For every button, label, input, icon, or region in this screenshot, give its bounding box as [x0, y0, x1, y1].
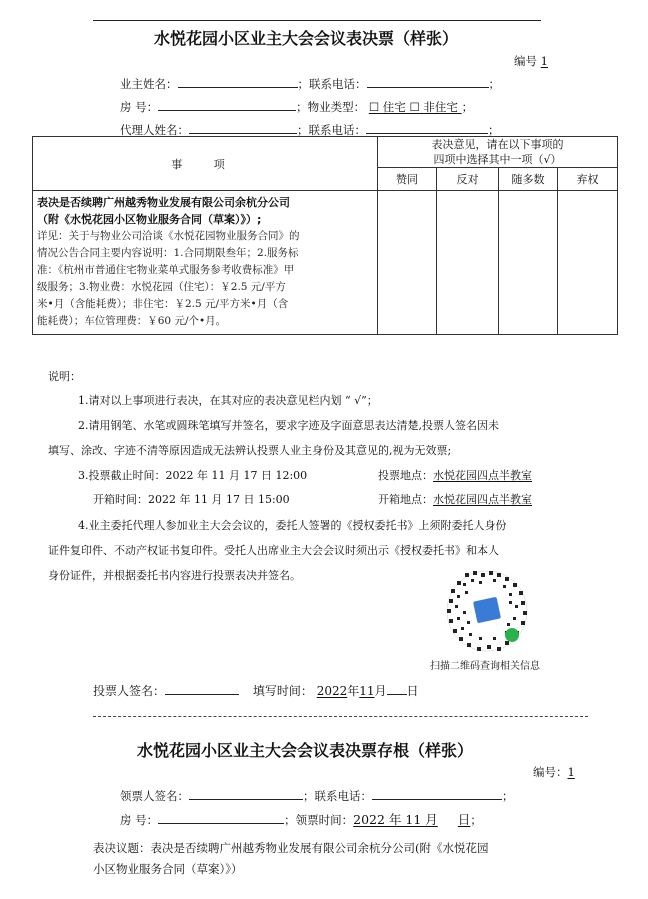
year-unit: 年 — [347, 684, 360, 698]
sign-row — [93, 682, 419, 699]
item-title-line2: （附《水悦花园小区物业服务合同（草案）》）; — [37, 213, 262, 226]
open-time: 开箱时间：2022 年 11 月 17 日 15:00 — [93, 493, 290, 506]
vote-place-value: 水悦花园四点半教室 — [433, 469, 532, 482]
house-field[interactable] — [158, 98, 296, 111]
open-place-value: 水悦花园四点半教室 — [433, 493, 532, 506]
stub-topic-line2: 小区物业服务合同（草案）》） — [93, 862, 243, 876]
item-detail-line: 能耗费）；车位管理费：￥60 元/个•月。 — [37, 315, 227, 327]
item-detail-line: 详见：关于与物业公司洽谈《水悦花园物业服务合同》的 — [37, 230, 300, 242]
vote-place-label: 投票地点： — [378, 469, 433, 482]
type-label: ；物业类型： — [296, 100, 366, 114]
agent-phone-field[interactable] — [366, 121, 488, 134]
nonresidential-label: 非住宅 — [423, 100, 458, 114]
cut-line — [93, 716, 588, 717]
semicolon: ； — [502, 789, 514, 803]
stub-topic-line1: 表决议题：表决是否续聘广州越秀物业发展有限公司余杭分公司(附《水悦花园 — [93, 841, 489, 855]
open-place — [378, 487, 532, 513]
residential-label: 住宅 — [382, 100, 406, 114]
option-oppose: 反对 — [437, 168, 499, 191]
fill-day-field[interactable] — [387, 682, 407, 695]
ballot-number-label: 编号 — [514, 54, 537, 68]
stub-phone-label: ；联系电话： — [303, 789, 372, 803]
note-4a: 4.业主委托代理人参加业主大会会议的，委托人签署的《授权委托书》上须附委托人身份 — [78, 519, 507, 532]
residential-checkbox[interactable]: ☐ — [368, 100, 380, 114]
stub-topic — [93, 838, 488, 880]
top-rule — [93, 20, 541, 21]
item-title-line1: 表决是否续聘广州越秀物业发展有限公司余杭分公司 — [37, 196, 290, 209]
vote-item — [33, 191, 378, 335]
open-place-label: 开箱地点： — [378, 493, 433, 506]
agent-phone-label: ；联系电话： — [297, 123, 366, 137]
item-header: 事 项 — [33, 137, 378, 191]
stub-number — [533, 764, 575, 780]
vote-cell-abstain[interactable] — [558, 191, 618, 335]
item-detail-line: 情况公告合同主要内容说明：1.合同期限叁年；2.服务标 — [37, 247, 299, 259]
day-unit: 日 — [406, 684, 419, 698]
stub-day-unit: 日 — [457, 812, 471, 827]
semicolon: ； — [461, 100, 474, 114]
voter-sign-field[interactable] — [165, 682, 239, 695]
agent-name-field[interactable] — [189, 121, 297, 134]
stub-number-value: 1 — [567, 765, 575, 779]
stub-receiver-label: 领票人签名： — [120, 789, 189, 803]
stub-receive-time — [353, 812, 470, 827]
option-abstain: 弃权 — [558, 168, 618, 191]
stub-receive-time-value: 2022 年 11 月 — [353, 812, 438, 827]
note-1: 1.请对以上事项进行表决，在其对应的表决意见栏内划 “ √”； — [78, 394, 378, 407]
stub-house-field[interactable] — [158, 811, 284, 824]
nonresidential-checkbox[interactable]: ☐ — [409, 100, 420, 114]
stub-receiver-row — [120, 787, 514, 804]
ballot-number-value: 1 — [540, 54, 548, 68]
opinion-header-line1: 表决意见，请在以下事项的 — [431, 138, 564, 151]
owner-name-field[interactable] — [178, 75, 298, 88]
fill-time-label: 填写时间： — [252, 684, 313, 698]
vote-table — [32, 136, 618, 335]
owner-phone-label: ；联系电话： — [297, 77, 367, 91]
opinion-header — [378, 137, 618, 168]
fill-year: 2022 — [316, 684, 348, 698]
note-4b: 证件复印件、不动产权证书复印件。受托人出席业主大会会议时须出示《授权委托书》和本人 — [48, 544, 499, 557]
semicolon: ； — [488, 77, 500, 91]
stub-title: 水悦花园小区业主大会会议表决票存根（样张） — [137, 741, 474, 760]
month-unit: 月 — [374, 684, 387, 698]
item-detail-line: 级服务；3.物业费：水悦花园（住宅）：￥2.5 元/平方 — [37, 281, 286, 293]
item-detail-line: 准：《杭州市普通住宅物业菜单式服务参考收费标准》甲 — [37, 264, 295, 276]
semicolon: ； — [488, 123, 500, 137]
vote-place — [378, 463, 532, 489]
note-2a: 2.请用钢笔、水笔或圆珠笔填写并签名，要求字迹及字面意思表达清楚,投票人签名因未 — [78, 419, 499, 432]
note-3-deadline: 3.投票截止时间：2022 年 11 月 17 日 12:00 — [78, 469, 308, 482]
voter-sign-label: 投票人签名： — [93, 684, 166, 698]
owner-row — [120, 75, 500, 92]
ballot-number — [514, 53, 548, 69]
vote-cell-oppose[interactable] — [437, 191, 499, 335]
owner-phone-field[interactable] — [367, 75, 489, 88]
house-label: 房 号： — [120, 100, 159, 114]
vote-cell-agree[interactable] — [378, 191, 437, 335]
note-4c: 身份证件，并根据委托书内容进行投票表决并签名。 — [48, 569, 301, 582]
stub-receiver-field[interactable] — [189, 787, 303, 800]
qr-caption: 扫描二维码查询相关信息 — [430, 661, 540, 672]
agent-label: 代理人姓名： — [120, 123, 189, 137]
qr-code-icon[interactable] — [443, 567, 531, 655]
item-detail-line: 米•月（含能耗费）；非住宅：￥2.5 元/平方米•月（含 — [37, 298, 289, 310]
vote-cell-majority[interactable] — [499, 191, 558, 335]
stub-number-label: 编号： — [533, 765, 568, 779]
opinion-header-line2: 四项中选择其中一项（√） — [433, 153, 562, 166]
fill-month: 11 — [359, 684, 375, 698]
option-agree: 赞同 — [378, 168, 437, 191]
type-options — [369, 100, 462, 114]
note-2b: 填写、涂改、字迹不清等原因造成无法辨认投票人业主身份及其意见的,视为无效票; — [48, 444, 452, 457]
notes-heading: 说明： — [48, 370, 81, 383]
owner-name-label: 业主姓名： — [120, 77, 178, 91]
house-row — [120, 98, 473, 115]
option-majority: 随多数 — [499, 168, 558, 191]
stub-receive-time-label: ；领票时间： — [284, 813, 354, 827]
stub-phone-field[interactable] — [372, 787, 502, 800]
stub-house-label: 房 号： — [120, 813, 159, 827]
ballot-title: 水悦花园小区业主大会会议表决票（样张） — [154, 29, 459, 48]
semicolon: ； — [470, 813, 482, 827]
stub-house-row — [120, 810, 482, 828]
